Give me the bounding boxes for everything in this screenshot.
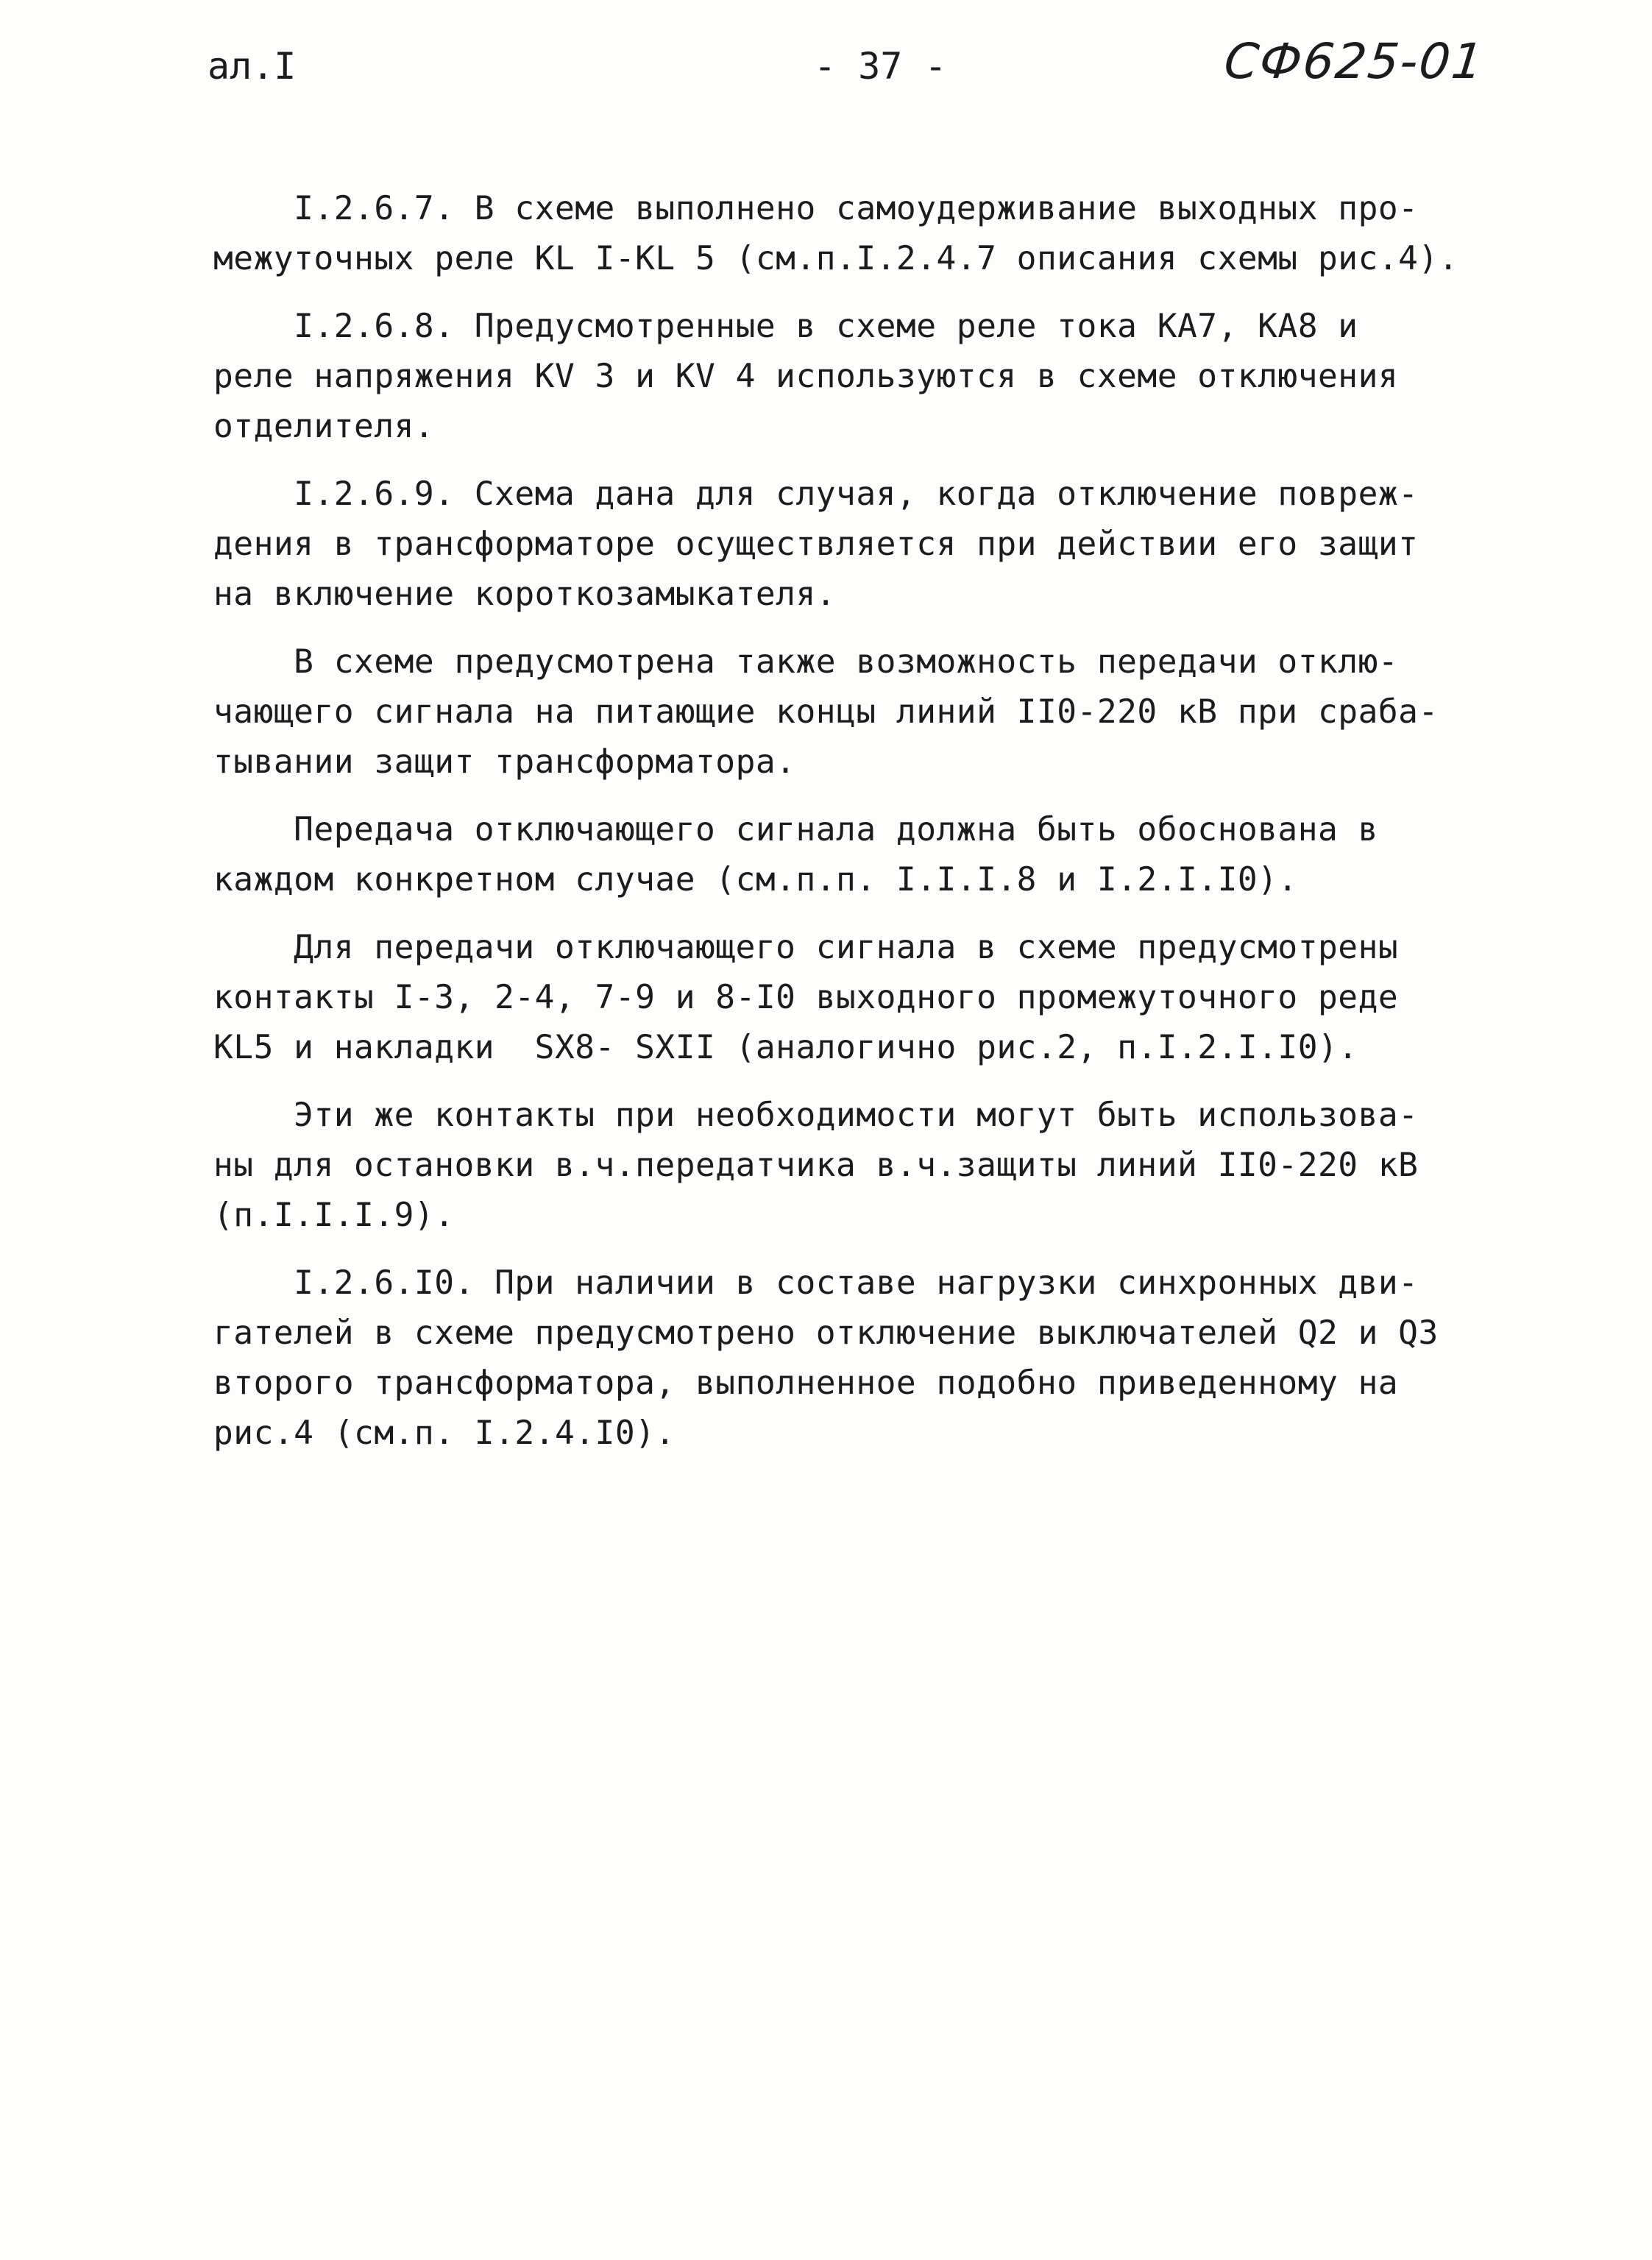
- text-line: (п.I.I.I.9).: [213, 1197, 455, 1234]
- text-line: отделителя.: [213, 408, 435, 445]
- text-line: межуточных реле KL I-KL 5 (см.п.I.2.4.7 описания схемы рис.4).: [213, 240, 1459, 277]
- paragraph: [213, 184, 1538, 284]
- text-line: Для передачи отключающего сигнала в схеме предусмотрены: [213, 929, 1399, 966]
- text-line: Передача отключающего сигнала должна быть обоснована в: [213, 811, 1378, 849]
- paragraph: [213, 470, 1538, 620]
- paragraph: [213, 1258, 1538, 1459]
- text-line: ны для остановки в.ч.передатчика в.ч.защиты линий II0-220 кВ: [213, 1147, 1419, 1184]
- document-body: [213, 184, 1538, 1476]
- text-line: гателей в схеме предусмотрено отключение выключателей Q2 и Q3: [213, 1314, 1439, 1352]
- text-line: рис.4 (см.п. I.2.4.I0).: [213, 1414, 676, 1452]
- paragraph: [213, 805, 1538, 905]
- text-line: I.2.6.8. Предусмотренные в схеме реле тока КА7, КА8 и: [213, 308, 1358, 345]
- page-number: - 37 -: [814, 45, 947, 88]
- text-line: второго трансформатора, выполненное подобно приведенному на: [213, 1364, 1399, 1402]
- paragraph: [213, 1091, 1538, 1241]
- text-line: KL5 и накладки SX8- SXII (аналогично рис.2, п.I.2.I.I0).: [213, 1029, 1358, 1066]
- text-line: I.2.6.9. Схема дана для случая, когда отключение повреж-: [213, 475, 1419, 513]
- document-code: СФ625-01: [1222, 33, 1487, 90]
- text-line: I.2.6.I0. При наличии в составе нагрузки синхронных дви-: [213, 1264, 1419, 1302]
- text-line: контакты I-3, 2-4, 7-9 и 8-I0 выходного промежуточного реде: [213, 979, 1399, 1016]
- text-line: Эти же контакты при необходимости могут быть использова-: [213, 1097, 1419, 1134]
- text-line: каждом конкретном случае (см.п.п. I.I.I.8 и I.2.I.I0).: [213, 861, 1298, 899]
- text-line: реле напряжения KV 3 и KV 4 используются в схеме отключения: [213, 358, 1399, 395]
- appendix-label: ал.I: [208, 45, 297, 88]
- text-line: чающего сигнала на питающие концы линий II0-220 кВ при сраба-: [213, 693, 1439, 731]
- text-line: I.2.6.7. В схеме выполнено самоудерживание выходных про-: [213, 190, 1419, 227]
- text-line: тывании защит трансформатора.: [213, 743, 796, 781]
- paragraph: [213, 637, 1538, 787]
- paragraph: [213, 923, 1538, 1073]
- text-line: дения в трансформаторе осуществляется при действии его защит: [213, 525, 1419, 563]
- text-line: В схеме предусмотрена также возможность передачи отклю-: [213, 643, 1399, 681]
- text-line: на включение короткозамыкателя.: [213, 575, 837, 613]
- paragraph: [213, 302, 1538, 452]
